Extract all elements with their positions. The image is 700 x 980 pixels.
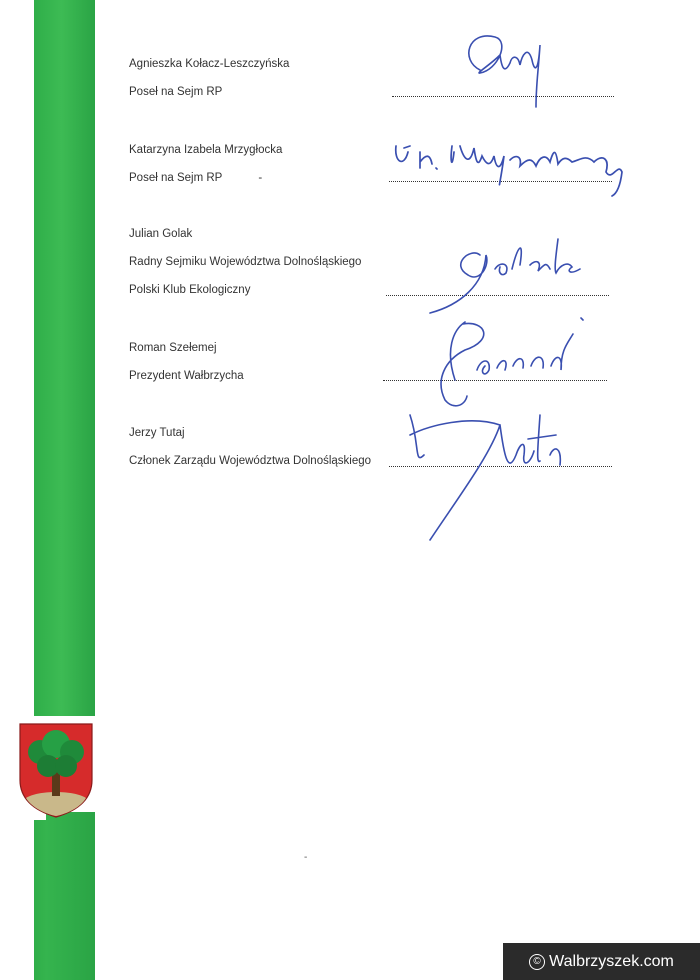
signatory-role: Poseł na Sejm RP <box>129 86 223 98</box>
copyright-icon: © <box>529 954 545 970</box>
signatory-4 <box>129 340 244 384</box>
signature-tutaj <box>400 395 590 545</box>
stray-dash: - <box>258 172 263 184</box>
stray-dash: - <box>304 852 308 863</box>
signatory-name: Agnieszka Kołacz-Leszczyńska <box>129 58 290 70</box>
signatory-2 <box>129 142 282 186</box>
signatory-name: Katarzyna Izabela Mrzygłocka <box>129 144 283 156</box>
signatory-name: Jerzy Tutaj <box>129 427 185 439</box>
signature-mrzyglocka <box>390 132 635 202</box>
coat-of-arms-emblem <box>18 722 94 818</box>
watermark-text: Walbrzyszek.com <box>549 953 674 970</box>
signatory-name: Roman Szełemej <box>129 342 217 354</box>
green-side-bar-lower <box>46 812 95 980</box>
signature-golak <box>420 225 600 320</box>
signatory-role: Radny Sejmiku Województwa Dolnośląskiego <box>129 256 362 268</box>
signatory-name: Julian Golak <box>129 228 193 240</box>
signatory-3 <box>129 226 361 298</box>
signatory-role: Poseł na Sejm RP - <box>129 172 263 184</box>
watermark <box>503 943 700 980</box>
signatory-1 <box>129 56 289 100</box>
signatory-5 <box>129 425 371 469</box>
signatory-role: Członek Zarządu Województwa Dolnośląskiego <box>129 455 372 467</box>
signatory-role: Prezydent Wałbrzycha <box>129 370 244 382</box>
signatory-role: Polski Klub Ekologiczny <box>129 284 251 296</box>
signature-kolacz <box>440 25 560 110</box>
